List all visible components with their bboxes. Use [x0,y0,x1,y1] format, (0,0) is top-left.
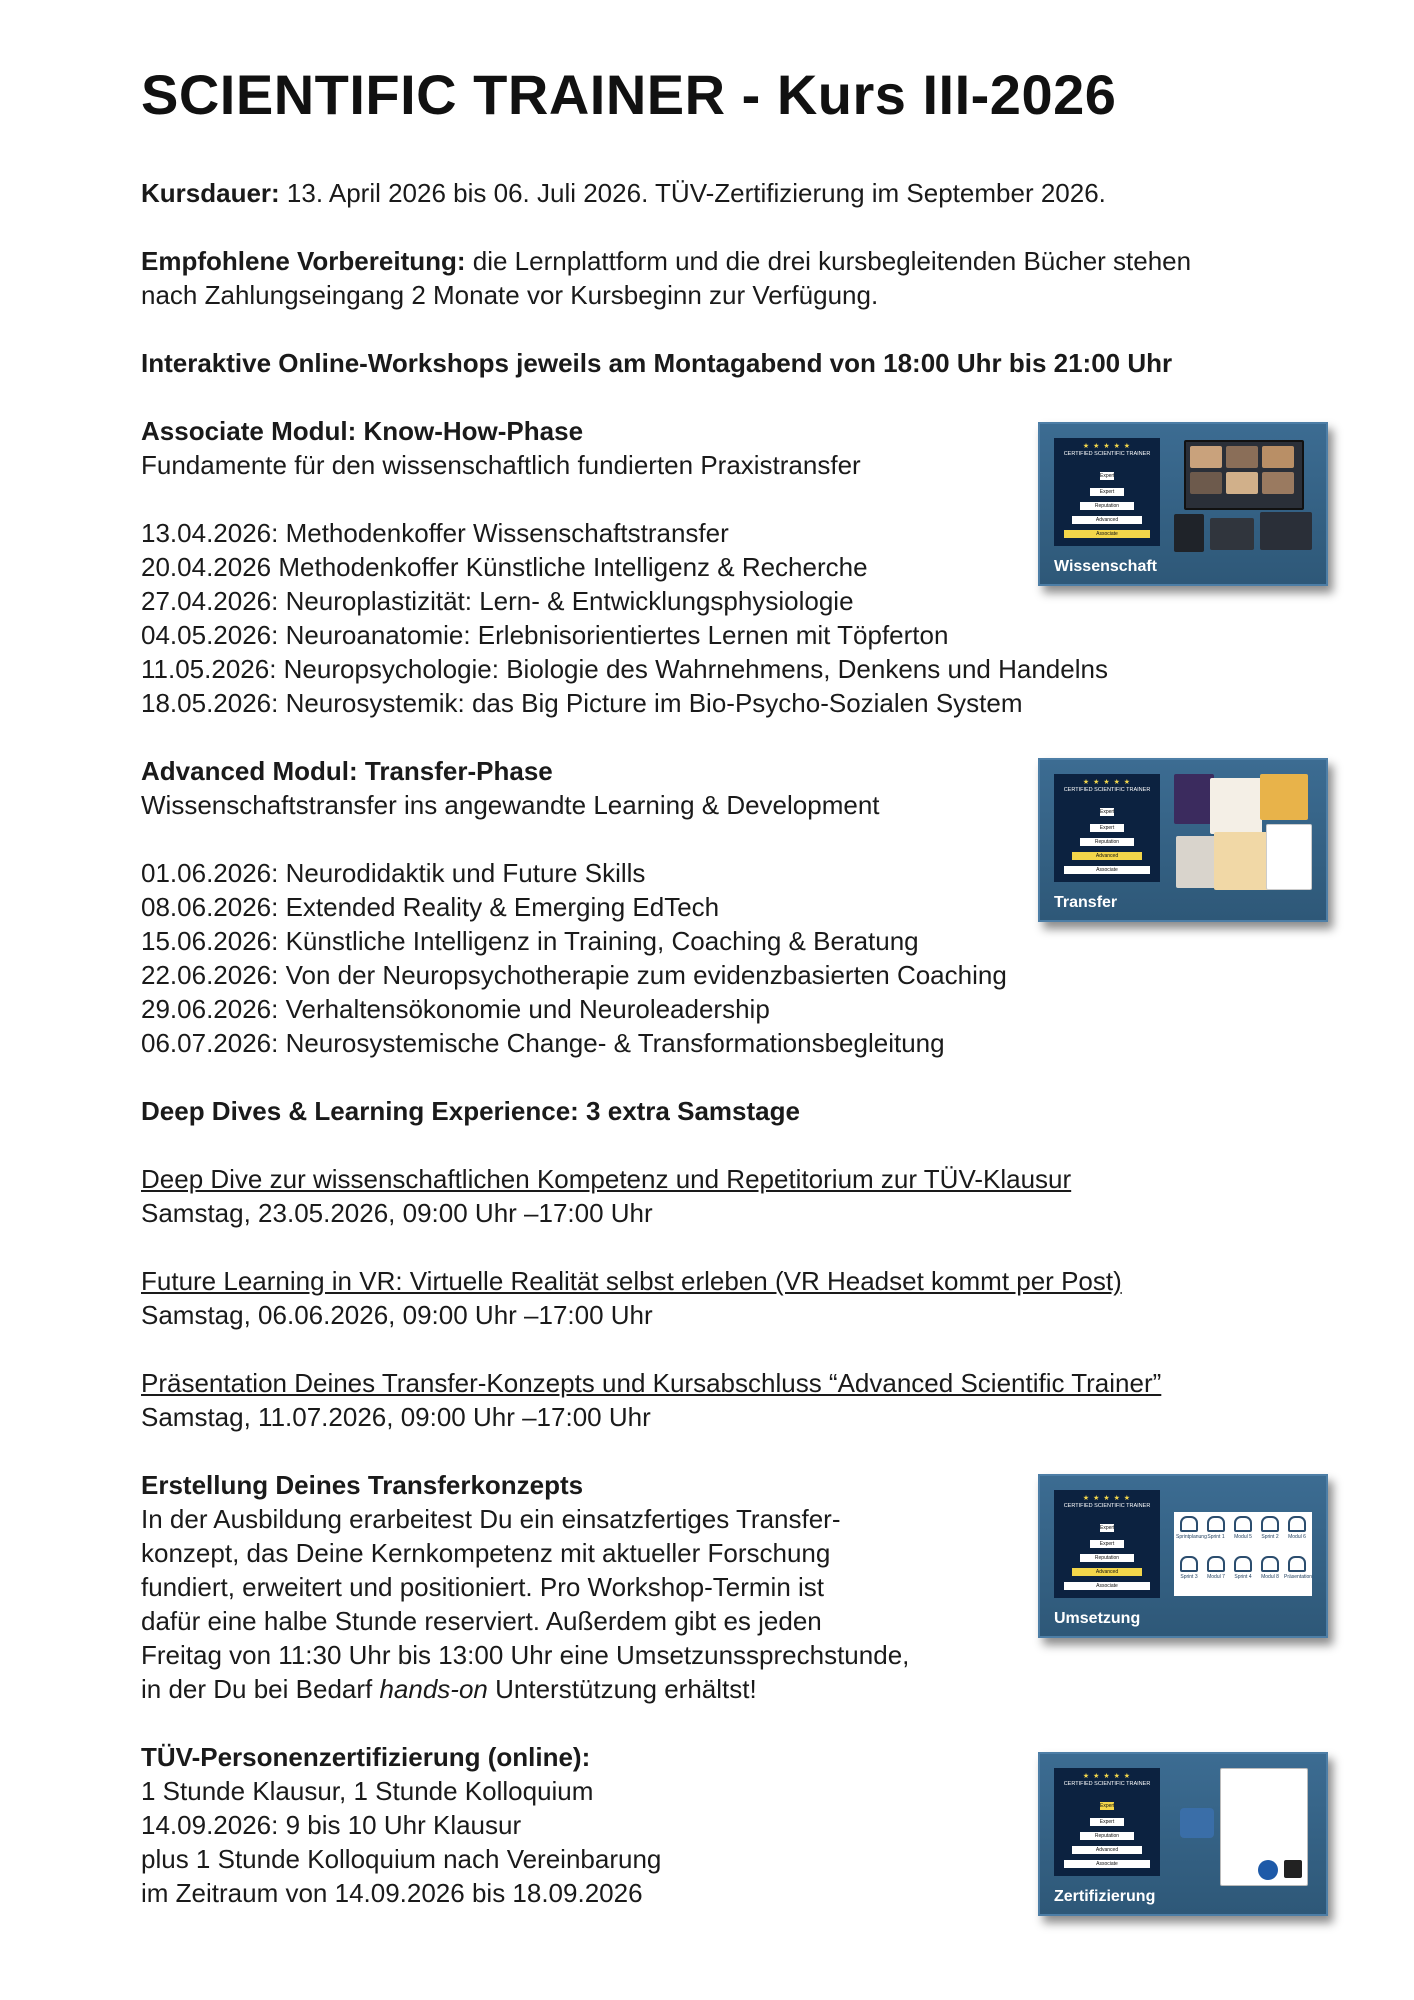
sprint-label: Sprintplanung [1176,1534,1207,1540]
sprint-label: Modul 8 [1261,1574,1279,1580]
session-item: 22.06.2026: Von der Neuropsychotherapie zum evidenzbasierten Coaching [141,960,1007,990]
thumbnail-caption: Zertifizierung [1054,1888,1156,1905]
sprint-icon [1234,1556,1252,1572]
book-page-image [1266,824,1312,890]
participant-image [1226,446,1258,468]
qr-code-icon [1284,1860,1302,1878]
sprint-cell [1257,1556,1283,1580]
certified-trainer-poster [1054,1768,1160,1876]
sprint-label: Sprint 4 [1234,1574,1252,1580]
session-item: 27.04.2026: Neuroplastizität: Lern- & Entwicklungsphysiologie [141,586,854,616]
deep-dives-heading: Deep Dives & Learning Experience: 3 extra Samstage [141,1096,800,1126]
participant-image [1190,472,1222,494]
tuev-line: 14.09.2026: 9 bis 10 Uhr Klausur [141,1810,522,1840]
pyramid-tier: Expert [1090,1540,1124,1548]
transferkonzept-last-after: Unterstützung erhältst! [487,1674,757,1704]
vorbereitung-line-2: nach Zahlungseingang 2 Monate vor Kursbeginn zur Verfügung. [141,280,879,310]
sprint-cell [1230,1556,1256,1580]
certified-trainer-poster [1054,1490,1160,1598]
wissenschaft-thumbnail [1038,422,1328,586]
pyramid-tier: Associate [1064,866,1150,874]
module-icon [1261,1556,1279,1572]
book-page-image [1214,832,1270,890]
sprint-icon [1261,1516,1279,1532]
vorbereitung-label: Empfohlene Vorbereitung: [141,246,466,276]
tuev-line: im Zeitraum von 14.09.2026 bis 18.09.2026 [141,1878,643,1908]
sprint-cell [1284,1556,1313,1580]
poster-title: CERTIFIED SCIENTIFIC TRAINER [1063,1781,1151,1787]
sprint-icon [1180,1516,1198,1532]
transferkonzept-line: konzept, das Deine Kernkompetenz mit aktueller Forschung [141,1538,831,1568]
module-icon [1234,1516,1252,1532]
sprint-icon [1207,1516,1225,1532]
poster-title: CERTIFIED SCIENTIFIC TRAINER [1063,451,1151,457]
pyramid-tier: Expert [1100,473,1115,479]
session-item: 04.05.2026: Neuroanatomie: Erlebnisorientiertes Lernen mit Töpferton [141,620,949,650]
transfer-thumbnail [1038,758,1328,922]
sprint-cell [1203,1556,1229,1580]
stars-icon: ★ ★ ★ ★ ★ [1082,1773,1132,1780]
session-item: 06.07.2026: Neurosystemische Change- & Transformationsbegleitung [141,1028,945,1058]
page-title: SCIENTIFIC TRAINER - Kurs III-2026 [141,63,1117,126]
tuev-seal-icon [1258,1860,1278,1880]
sprint-label: Präsentation [1284,1574,1313,1580]
umsetzung-thumbnail [1038,1474,1328,1638]
workshops-heading: Interaktive Online-Workshops jeweils am Montagabend von 18:00 Uhr bis 21:00 Uhr [141,348,1173,378]
thumbnail-caption: Wissenschaft [1054,558,1157,575]
sprint-cell [1176,1516,1207,1540]
transferkonzept-line: fundiert, erweitert und positioniert. Pro Workshop-Termin ist [141,1572,825,1602]
deep-dive-title: Deep Dive zur wissenschaftlichen Kompetenz und Repetitorium zur TÜV-Klausur [141,1164,1072,1194]
pyramid-tier: Advanced [1072,852,1142,860]
pyramid-tier: Advanced [1072,1846,1142,1854]
sprint-label: Sprint 1 [1207,1534,1225,1540]
video-call-collage [1174,438,1312,556]
module-icon [1207,1556,1225,1572]
transferkonzept-line-last [141,1672,757,1706]
article-page-image [1210,778,1262,834]
associate-heading: Associate Modul: Know-How-Phase [141,416,584,446]
pyramid-tier: Expert [1090,488,1124,496]
laptop-image [1210,518,1254,550]
pyramid-tier: Associate [1064,1582,1150,1590]
sprint-label: Sprint 2 [1261,1534,1279,1540]
stars-icon: ★ ★ ★ ★ ★ [1082,779,1132,786]
transferkonzept-last-italic: hands-on [379,1674,488,1704]
sprint-label: Modul 7 [1207,1574,1225,1580]
deep-dive-title: Future Learning in VR: Virtuelle Realität selbst erleben (VR Headset kommt per Post) [141,1266,1122,1296]
session-item: 29.06.2026: Verhaltensökonomie und Neuroleadership [141,994,770,1024]
pyramid-tier: Expert [1090,824,1124,832]
kursdauer-label: Kursdauer: [141,178,280,208]
pyramid-tier: Reputation [1080,838,1134,846]
pyramid-tier: Expert [1090,1818,1124,1826]
pyramid-tier: Advanced [1072,516,1142,524]
vorbereitung-line-1 [141,244,1191,278]
certified-trainer-poster [1054,774,1160,882]
tablet-image [1174,514,1204,552]
transferkonzept-heading: Erstellung Deines Transferkonzepts [141,1470,584,1500]
pyramid-tier: Reputation [1080,502,1134,510]
pyramid-tier: Associate [1064,1860,1150,1868]
vr-person-image [1176,836,1216,888]
deep-dive-date: Samstag, 23.05.2026, 09:00 Uhr –17:00 Uhr [141,1198,653,1228]
kursdauer-line [141,176,1106,210]
session-item: 15.06.2026: Künstliche Intelligenz in Training, Coaching & Beratung [141,926,919,956]
book-cover-image [1260,774,1308,820]
zertifizierung-thumbnail [1038,1752,1328,1916]
pyramid-tier: Expert [1100,1803,1115,1809]
sprint-label: Sprint 3 [1180,1574,1198,1580]
thumbnail-caption: Umsetzung [1054,1610,1141,1627]
session-item: 11.05.2026: Neuropsychologie: Biologie des Wahrnehmens, Denkens und Handelns [141,654,1108,684]
graduation-cap-icon [1180,1808,1214,1838]
pyramid-tier: Reputation [1080,1554,1134,1562]
book-collage [1174,774,1312,892]
deep-dive-title: Präsentation Deines Transfer-Konzepts und Kursabschluss “Advanced Scientific Trainer” [141,1368,1162,1398]
tuev-heading: TÜV-Personenzertifizierung (online): [141,1742,591,1772]
session-item: 01.06.2026: Neurodidaktik und Future Skills [141,858,646,888]
deep-dive-date: Samstag, 11.07.2026, 09:00 Uhr –17:00 Uhr [141,1402,651,1432]
sprint-label: Modul 5 [1234,1534,1252,1540]
sprint-cell [1176,1556,1202,1580]
sprint-cell [1284,1516,1310,1540]
participant-image [1262,446,1294,468]
sprint-label: Modul 6 [1288,1534,1306,1540]
pyramid-tier: Associate [1064,530,1150,538]
sprint-icon [1180,1556,1198,1572]
monitor-image [1260,512,1312,550]
session-item: 20.04.2026 Methodenkoffer Künstliche Intelligenz & Recherche [141,552,868,582]
sprint-plan-grid [1174,1512,1312,1596]
pyramid-tier: Advanced [1072,1568,1142,1576]
deep-dive-date: Samstag, 06.06.2026, 09:00 Uhr –17:00 Uhr [141,1300,653,1330]
kursdauer-text: 13. April 2026 bis 06. Juli 2026. TÜV-Zertifizierung im September 2026. [279,178,1106,208]
session-item: 18.05.2026: Neurosystemik: das Big Picture im Bio-Psycho-Sozialen System [141,688,1023,718]
tuev-line: 1 Stunde Klausur, 1 Stunde Kolloquium [141,1776,594,1806]
tuev-line: plus 1 Stunde Kolloquium nach Vereinbarung [141,1844,662,1874]
session-item: 08.06.2026: Extended Reality & Emerging EdTech [141,892,720,922]
thumbnail-caption: Transfer [1054,894,1118,911]
certificate-collage [1174,1768,1312,1886]
transferkonzept-line: Freitag von 11:30 Uhr bis 13:00 Uhr eine Umsetzunssprechstunde, [141,1640,910,1670]
participant-image [1262,472,1294,494]
module-icon [1288,1516,1306,1532]
vorbereitung-text-1: die Lernplattform und die drei kursbegleitenden Bücher stehen [465,246,1192,276]
sprint-cell [1257,1516,1283,1540]
transferkonzept-last-before: in der Du bei Bedarf [141,1674,380,1704]
participant-image [1190,446,1222,468]
sprint-cell [1230,1516,1256,1540]
book-cover-image [1174,774,1214,824]
participant-image [1226,472,1258,494]
pyramid-tier: Expert [1100,809,1115,815]
session-item: 13.04.2026: Methodenkoffer Wissenschaftstransfer [141,518,729,548]
transferkonzept-line: dafür eine halbe Stunde reserviert. Außerdem gibt es jeden [141,1606,822,1636]
presentation-icon [1288,1556,1306,1572]
sprint-cell [1203,1516,1229,1540]
pyramid-tier: Reputation [1080,1832,1134,1840]
associate-subtitle: Fundamente für den wissenschaftlich fundierten Praxistransfer [141,450,861,480]
stars-icon: ★ ★ ★ ★ ★ [1082,1495,1132,1502]
poster-title: CERTIFIED SCIENTIFIC TRAINER [1063,787,1151,793]
transferkonzept-line: In der Ausbildung erarbeitest Du ein einsatzfertiges Transfer- [141,1504,841,1534]
pyramid-tier: Expert [1100,1525,1115,1531]
advanced-heading: Advanced Modul: Transfer-Phase [141,756,553,786]
advanced-subtitle: Wissenschaftstransfer ins angewandte Learning & Development [141,790,880,820]
certified-trainer-poster [1054,438,1160,546]
poster-title: CERTIFIED SCIENTIFIC TRAINER [1063,1503,1151,1509]
stars-icon: ★ ★ ★ ★ ★ [1082,443,1132,450]
